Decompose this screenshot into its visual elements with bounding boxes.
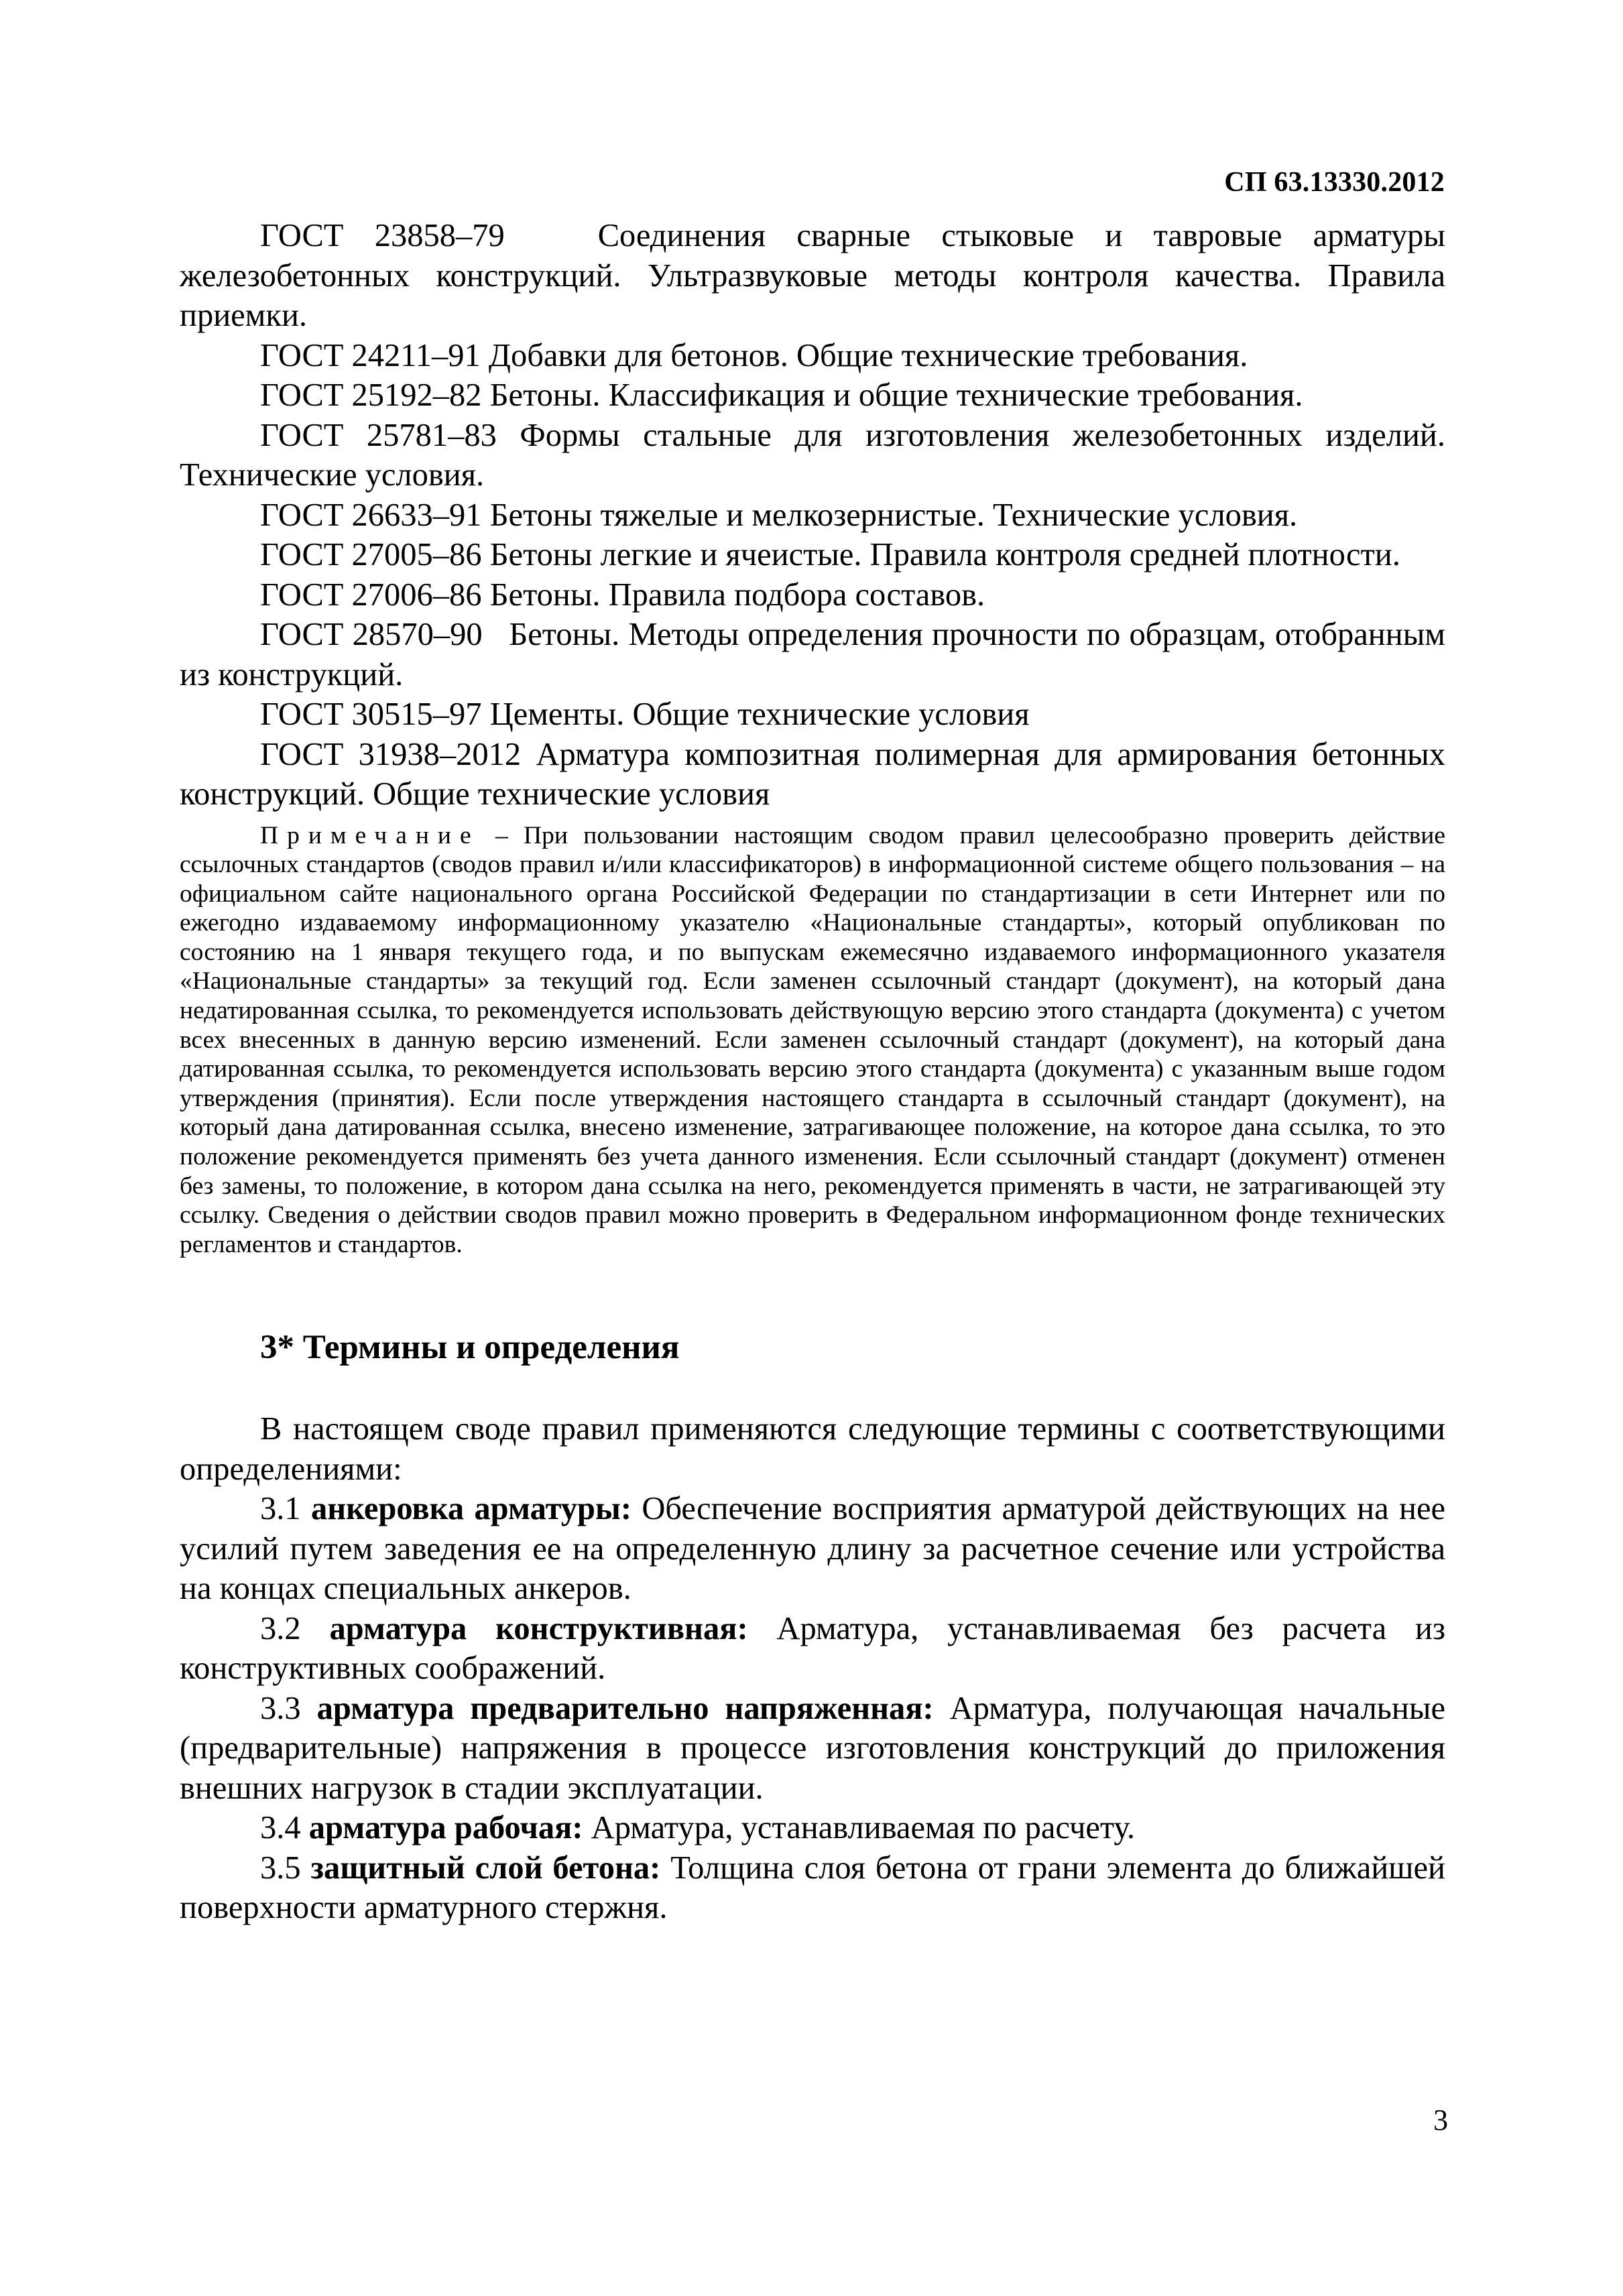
reference-item (180, 575, 1445, 615)
page-content (180, 216, 1445, 1928)
reference-item (180, 694, 1445, 735)
reference-list (180, 216, 1445, 814)
term-name: арматура рабочая: (308, 1810, 583, 1846)
term-number: 3.2 (260, 1610, 301, 1646)
term-text: Толщина слоя бетона от грани элемента до ближайшей поверхности арматурного стержня. (180, 1850, 1446, 1926)
reference-title: Добавки для бетонов. Общие технические требования. (488, 337, 1248, 373)
term-name: анкеровка арматуры: (310, 1491, 632, 1527)
reference-code: ГОСТ 30515–97 (260, 697, 482, 732)
reference-title: Бетоны тяжелые и мелкозернистые. Технические условия. (489, 497, 1298, 533)
page-number: 3 (1433, 2104, 1448, 2136)
reference-item (180, 216, 1445, 336)
term-text: Обеспечение восприятия арматурой действующих на нее усилий путем заведения ее на определенную длину за расчетное сечение или устройства на концах специальных анкеров. (180, 1491, 1446, 1607)
term-definition (180, 1489, 1445, 1609)
reference-item (180, 615, 1445, 694)
reference-code: ГОСТ 24211–91 (260, 337, 481, 373)
reference-item (180, 336, 1445, 376)
note-text: При пользовании настоящим сводом правил целесообразно проверить действие ссылочных стандартов (сводов правил и/или классификаторов) в информационной системе общего пользования – на официальном сайте национального органа Российской Федерации по стандартизации в сети Интернет или по ежегодно издаваемому информационному указателю «Национальные стандарты», который опубликован по состоянию на 1 января текущего года, и по выпускам ежемесячно издаваемого информационного указателя «Национальные стандарты» за текущий год. Если заменен ссылочный стандарт (документ), на который дана недатированная ссылка, то рекомендуется использовать действующую версию этого стандарта (документа) с учетом всех внесенных в данную версию изменений. Если заменен ссылочный стандарт (документ), на который дана датированная ссылка, то рекомендуется использовать версию этого стандарта (документа) с указанным выше годом утверждения (принятия). Если после утверждения настоящего стандарта в ссылочный стандарт (документ), на который дана датированная ссылка, внесено изменение, затрагивающее положение, на которое дана ссылка, то это положение рекомендуется применять без учета данного изменения. Если ссылочный стандарт (документ) отменен без замены, то положение, в котором дана ссылка на него, рекомендуется применять в части, не затрагивающей эту ссылку. Сведения о действии сводов правил можно проверить в Федеральном информационном фонде технических регламентов и стандартов. (180, 821, 1446, 1258)
reference-item (180, 735, 1445, 814)
term-number: 3.4 (260, 1810, 301, 1846)
term-definition (180, 1808, 1445, 1848)
section-heading: 3* Термины и определения (260, 1329, 680, 1367)
reference-item (180, 375, 1445, 416)
term-number: 3.1 (260, 1491, 301, 1527)
term-definition (180, 1848, 1445, 1928)
term-definition (180, 1609, 1445, 1689)
document-code-header: СП 63.13330.2012 (1224, 167, 1445, 198)
reference-title: Бетоны. Методы определения прочности по образцам, отобранным из конструкций. (180, 617, 1445, 692)
section-intro: В настоящем своде правил применяются следующие термины с соответствующими определениями: (180, 1411, 1445, 1487)
reference-code: ГОСТ 27005–86 (260, 537, 482, 572)
reference-title: Соединения сварные стыковые и тавровые арматуры железобетонных конструкций. Ультразвуковые методы контроля качества. Правила приемки. (180, 218, 1445, 333)
reference-code: ГОСТ 26633–91 (260, 497, 482, 533)
reference-code: ГОСТ 31938–2012 (260, 736, 522, 772)
reference-item (180, 535, 1445, 575)
note-paragraph (180, 821, 1445, 1260)
term-name: арматура конструктивная: (329, 1610, 748, 1646)
reference-code: ГОСТ 23858–79 (260, 218, 505, 253)
reference-item (180, 416, 1445, 495)
reference-code: ГОСТ 25192–82 (260, 377, 482, 413)
reference-title: Бетоны легкие и ячеистые. Правила контроля средней плотности. (489, 537, 1400, 572)
reference-title: Формы стальные для изготовления железобетонных изделий. Технические условия. (180, 417, 1446, 493)
term-name: арматура предварительно напряженная: (316, 1690, 934, 1726)
term-text: Арматура, получающая начальные (предварительные) напряжения в процессе изготовления конструкций до приложения внешних нагрузок в стадии эксплуатации. (180, 1690, 1445, 1806)
term-number: 3.5 (260, 1850, 301, 1886)
reference-code: ГОСТ 25781–83 (260, 417, 497, 453)
note-dash: – (479, 821, 524, 849)
reference-title: Бетоны. Классификация и общие технические требования. (489, 377, 1303, 413)
reference-title: Цементы. Общие технические условия (489, 697, 1030, 732)
term-number: 3.3 (260, 1690, 301, 1726)
note-label: Примечание (260, 821, 480, 849)
term-text: Арматура, устанавливаемая по расчету. (591, 1810, 1135, 1846)
reference-title: Бетоны. Правила подбора составов. (489, 577, 985, 613)
reference-title: Арматура композитная полимерная для армирования бетонных конструкций. Общие технические условия (180, 736, 1445, 812)
term-definition (180, 1689, 1445, 1809)
term-text: Арматура, устанавливаемая без расчета из конструктивных соображений. (180, 1610, 1446, 1687)
term-name: защитный слой бетона: (310, 1850, 661, 1886)
reference-code: ГОСТ 27006–86 (260, 577, 482, 613)
reference-code: ГОСТ 28570–90 (260, 617, 483, 652)
reference-item (180, 495, 1445, 536)
terms-list (180, 1489, 1445, 1928)
